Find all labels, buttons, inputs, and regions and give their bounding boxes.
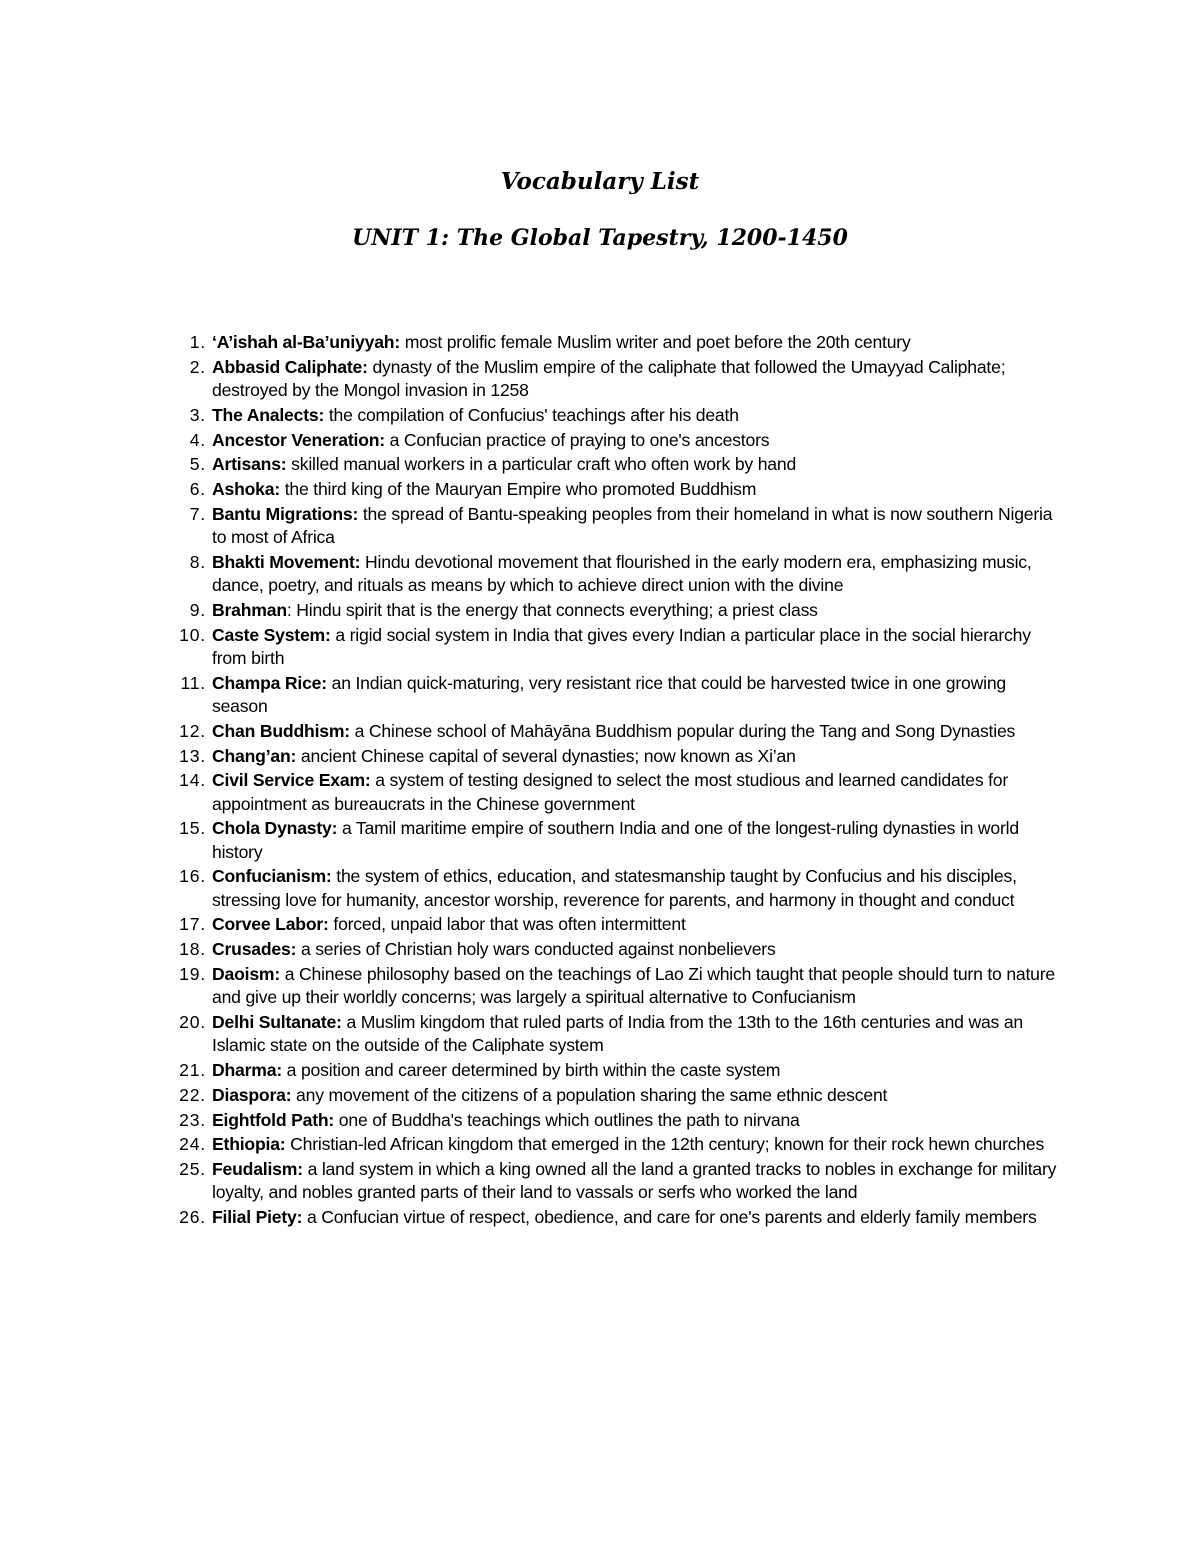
vocabulary-term: Abbasid Caliphate: bbox=[212, 356, 368, 377]
vocabulary-term: Bhakti Movement: bbox=[212, 551, 361, 572]
item-number: 2. bbox=[189, 356, 206, 377]
vocabulary-definition: any movement of the citizens of a population sharing the same ethnic descent bbox=[291, 1084, 888, 1105]
vocabulary-item bbox=[172, 769, 1062, 815]
item-number: 14. bbox=[179, 770, 206, 791]
vocabulary-definition: ancient Chinese capital of several dynasties; now known as Xi’an bbox=[296, 745, 796, 766]
document-title: Vocabulary List bbox=[500, 168, 700, 195]
vocabulary-term: Chola Dynasty: bbox=[212, 818, 338, 839]
vocabulary-term: Filial Piety: bbox=[212, 1207, 303, 1228]
vocabulary-definition: a Chinese philosophy based on the teachings of Lao Zi which taught that people should turn to nature and give up their worldly concerns; was largely a spiritual alternative to Confucianism bbox=[212, 963, 1056, 1008]
vocabulary-term: Chan Buddhism: bbox=[212, 720, 350, 741]
vocabulary-term: Champa Rice: bbox=[212, 672, 327, 693]
document-subtitle: UNIT 1: The Global Tapestry, 1200-1450 bbox=[352, 225, 848, 251]
vocabulary-term: Caste System: bbox=[212, 624, 331, 645]
vocabulary-definition: a system of testing designed to select the most studious and learned candidates for appointment as bureaucrats in the Chinese government bbox=[212, 770, 1009, 814]
item-number: 15. bbox=[179, 818, 206, 839]
vocabulary-term: Crusades: bbox=[212, 939, 297, 960]
vocabulary-definition: : Hindu spirit that is the energy that connects everything; a priest class bbox=[286, 599, 818, 620]
vocabulary-item bbox=[172, 551, 1062, 597]
vocabulary-definition: the compilation of Confucius' teachings after his death bbox=[324, 404, 739, 425]
vocabulary-term: Confucianism: bbox=[212, 866, 332, 887]
vocabulary-definition: a position and career determined by birth within the caste system bbox=[281, 1059, 781, 1080]
vocabulary-definition: a Confucian virtue of respect, obedience, and care for one's parents and elderly family members bbox=[302, 1207, 1037, 1228]
item-number: 3. bbox=[189, 404, 206, 425]
item-number: 18. bbox=[179, 939, 206, 960]
item-number: 4. bbox=[189, 429, 206, 450]
vocabulary-term: Ashoka: bbox=[212, 479, 281, 500]
item-number: 11. bbox=[180, 672, 206, 693]
vocabulary-item bbox=[172, 913, 1062, 936]
item-number: 8. bbox=[189, 551, 206, 572]
vocabulary-definition: the system of ethics, education, and statesmanship taught by Confucius and his disciples, stressing love for humanity, ancestor worship, reverence for parents, and harmony in thought and conduct bbox=[212, 866, 1017, 910]
vocabulary-definition: a Tamil maritime empire of southern India and one of the longest-ruling dynasties in world history bbox=[212, 818, 1019, 862]
vocabulary-list bbox=[172, 331, 1062, 1231]
vocabulary-item bbox=[172, 1011, 1062, 1057]
vocabulary-term: Ancestor Veneration: bbox=[212, 429, 385, 450]
item-number: 12. bbox=[179, 720, 206, 741]
vocabulary-item bbox=[172, 1133, 1062, 1156]
vocabulary-term: ‘A’ishah al-Ba’uniyyah: bbox=[212, 332, 401, 352]
vocabulary-definition: a Confucian practice of praying to one's ancestors bbox=[384, 429, 770, 450]
vocabulary-definition: a series of Christian holy wars conducted against nonbelievers bbox=[296, 939, 776, 960]
vocabulary-definition: Christian-led African kingdom that emerged in the 12th century; known for their rock hewn churches bbox=[285, 1134, 1045, 1155]
item-number: 5. bbox=[189, 454, 206, 475]
vocabulary-item bbox=[172, 1109, 1062, 1132]
vocabulary-item bbox=[172, 1206, 1062, 1229]
vocabulary-term: Delhi Sultanate: bbox=[212, 1011, 342, 1032]
vocabulary-term: Eightfold Path: bbox=[212, 1109, 335, 1130]
vocabulary-item bbox=[172, 404, 1062, 427]
vocabulary-item bbox=[172, 745, 1062, 768]
item-number: 1. bbox=[189, 332, 206, 352]
item-number: 23. bbox=[179, 1109, 206, 1130]
vocabulary-definition: Hindu devotional movement that flourished in the early modern era, emphasizing music, dance, poetry, and rituals as means by which to achieve direct union with the divine bbox=[212, 551, 1032, 596]
item-number: 7. bbox=[189, 503, 206, 524]
vocabulary-term: Daoism: bbox=[212, 963, 281, 984]
vocabulary-item bbox=[172, 817, 1062, 863]
vocabulary-item bbox=[172, 331, 1062, 354]
item-number: 16. bbox=[179, 866, 206, 887]
vocabulary-item bbox=[172, 453, 1062, 476]
vocabulary-item bbox=[172, 963, 1062, 1009]
item-number: 17. bbox=[179, 914, 206, 935]
vocabulary-definition: skilled manual workers in a particular craft who often work by hand bbox=[286, 454, 797, 475]
vocabulary-term: Artisans: bbox=[212, 454, 287, 475]
vocabulary-term: Dharma: bbox=[212, 1059, 282, 1080]
vocabulary-definition: a Chinese school of Mahāyāna Buddhism popular during the Tang and Song Dynasties bbox=[349, 720, 1016, 741]
vocabulary-definition: an Indian quick-maturing, very resistant rice that could be harvested twice in one growing season bbox=[212, 672, 1007, 716]
vocabulary-definition: a land system in which a king owned all the land a granted tracks to nobles in exchange for military loyalty, and nobles granted parts of their land to vassals or serfs who worked the land bbox=[212, 1159, 1057, 1203]
item-number: 6. bbox=[189, 479, 206, 500]
vocabulary-definition: dynasty of the Muslim empire of the caliphate that followed the Umayyad Caliphate; destroyed by the Mongol invasion in 1258 bbox=[212, 356, 1006, 400]
vocabulary-item bbox=[172, 865, 1062, 911]
item-number: 24. bbox=[179, 1134, 206, 1155]
vocabulary-term: Feudalism: bbox=[212, 1159, 303, 1180]
vocabulary-definition: the spread of Bantu-speaking peoples from their homeland in what is now southern Nigeria to most of Africa bbox=[212, 503, 1053, 548]
vocabulary-item bbox=[172, 599, 1062, 622]
item-number: 9. bbox=[189, 599, 206, 620]
item-number: 20. bbox=[179, 1011, 206, 1032]
vocabulary-term: Diaspora: bbox=[212, 1084, 292, 1105]
vocabulary-term: Chang’an: bbox=[212, 745, 297, 766]
item-number: 21. bbox=[179, 1059, 206, 1080]
vocabulary-item bbox=[172, 429, 1062, 452]
vocabulary-term: Bantu Migrations: bbox=[212, 503, 359, 524]
vocabulary-term: Brahman bbox=[212, 599, 287, 620]
item-number: 13. bbox=[179, 745, 206, 766]
vocabulary-item bbox=[172, 624, 1062, 670]
vocabulary-item bbox=[172, 672, 1062, 718]
item-number: 19. bbox=[179, 963, 206, 984]
vocabulary-definition: most prolific female Muslim writer and poet before the 20th century bbox=[400, 332, 911, 352]
vocabulary-item bbox=[172, 503, 1062, 549]
item-number: 25. bbox=[179, 1159, 206, 1180]
vocabulary-definition: a Muslim kingdom that ruled parts of India from the 13th to the 16th centuries and was an Islamic state on the outside of the Caliphate system bbox=[212, 1011, 1023, 1056]
vocabulary-term: The Analects: bbox=[212, 404, 325, 425]
item-number: 22. bbox=[179, 1084, 206, 1105]
vocabulary-item bbox=[172, 720, 1062, 743]
vocabulary-item bbox=[172, 356, 1062, 402]
vocabulary-term: Civil Service Exam: bbox=[212, 770, 371, 791]
vocabulary-item bbox=[172, 478, 1062, 501]
vocabulary-definition: a rigid social system in India that gives every Indian a particular place in the social hierarchy from birth bbox=[212, 624, 1031, 668]
vocabulary-definition: the third king of the Mauryan Empire who promoted Buddhism bbox=[280, 479, 757, 500]
vocabulary-term: Corvee Labor: bbox=[212, 914, 329, 935]
vocabulary-term: Ethiopia: bbox=[212, 1134, 286, 1155]
item-number: 26. bbox=[179, 1207, 206, 1228]
vocabulary-item bbox=[172, 1059, 1062, 1082]
vocabulary-item bbox=[172, 1084, 1062, 1107]
vocabulary-item bbox=[172, 938, 1062, 961]
vocabulary-definition: one of Buddha's teachings which outlines the path to nirvana bbox=[334, 1109, 800, 1130]
item-number: 10. bbox=[179, 624, 206, 645]
vocabulary-definition: forced, unpaid labor that was often intermittent bbox=[328, 914, 686, 935]
vocabulary-item bbox=[172, 1158, 1062, 1204]
